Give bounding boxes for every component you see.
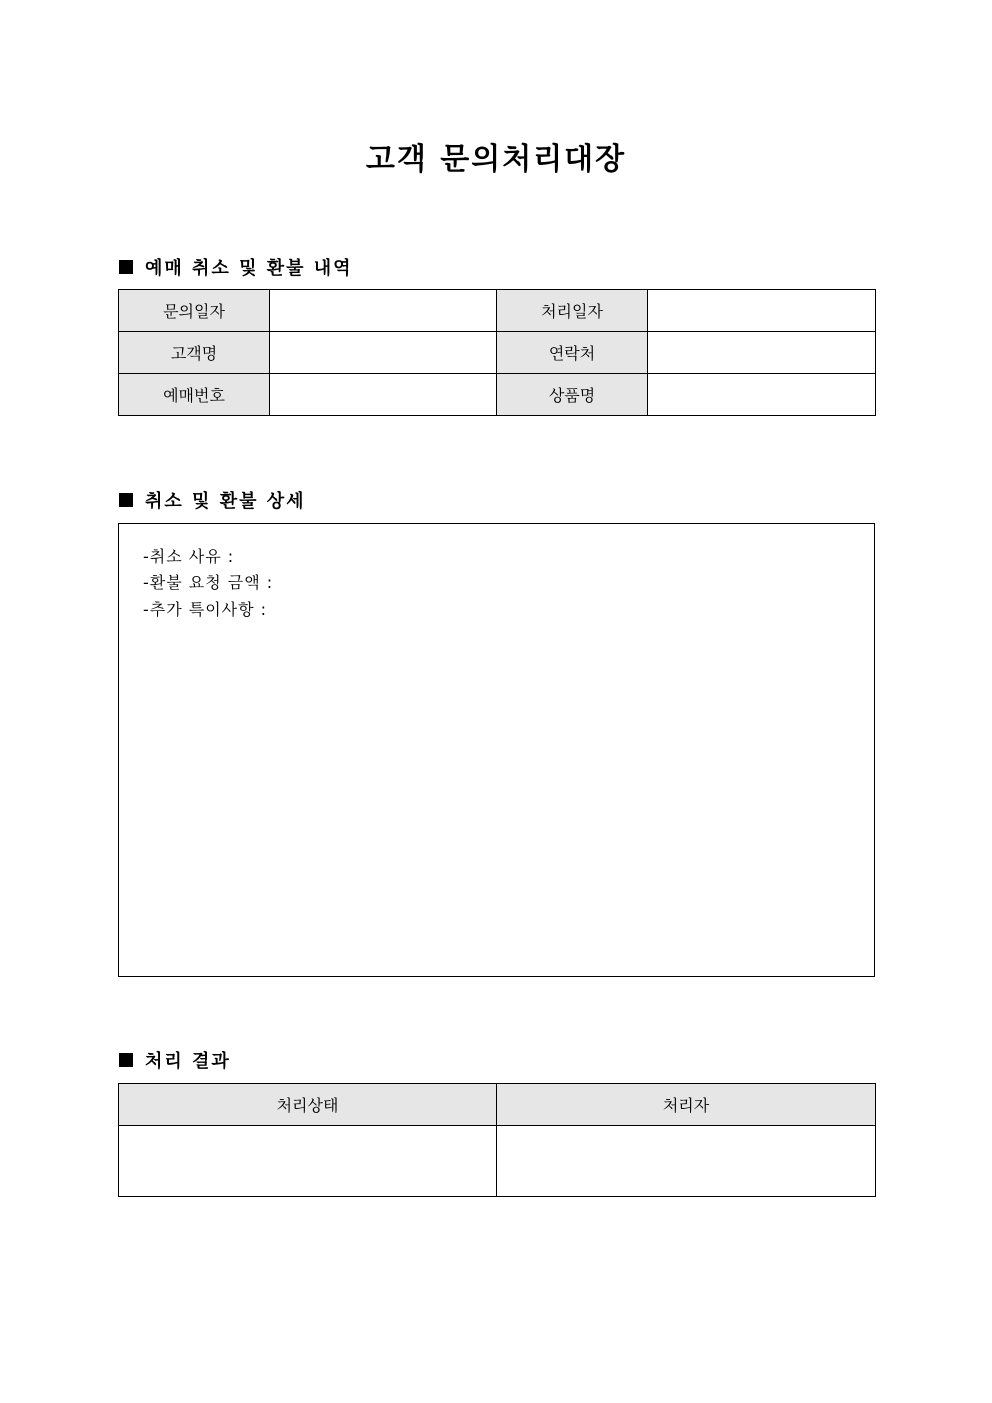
processed-date-field[interactable]	[648, 290, 876, 332]
section-heading-result	[119, 1047, 231, 1073]
customer-name-field[interactable]	[270, 332, 497, 374]
additional-notes-line: -추가 특이사항 :	[143, 600, 268, 619]
table-row	[119, 290, 876, 332]
handler-header: 처리자	[497, 1084, 876, 1126]
section-heading-text: 취소 및 환불 상세	[145, 491, 306, 512]
result-table	[118, 1083, 876, 1197]
inquiry-date-label: 문의일자	[119, 290, 270, 332]
product-name-label: 상품명	[497, 374, 648, 416]
table-row	[119, 1126, 876, 1197]
status-field[interactable]	[119, 1126, 497, 1197]
page-title: 고객 문의처리대장	[365, 142, 627, 177]
table-row	[119, 332, 876, 374]
inquiry-date-field[interactable]	[270, 290, 497, 332]
section-heading-text: 처리 결과	[145, 1051, 231, 1072]
booking-info-table	[118, 289, 876, 416]
processed-date-label: 처리일자	[497, 290, 648, 332]
status-header: 처리상태	[119, 1084, 497, 1126]
contact-label: 연락처	[497, 332, 648, 374]
black-square-icon	[119, 1053, 133, 1067]
cancel-reason-line: -취소 사유 :	[143, 547, 235, 566]
table-row	[119, 1084, 876, 1126]
booking-number-label: 예매번호	[119, 374, 270, 416]
black-square-icon	[119, 260, 133, 274]
booking-number-field[interactable]	[270, 374, 497, 416]
section-heading-text: 예매 취소 및 환불 내역	[145, 258, 353, 279]
table-row	[119, 374, 876, 416]
section-heading-refund-details	[119, 487, 306, 513]
refund-amount-line: -환불 요청 금액 :	[143, 573, 274, 592]
black-square-icon	[119, 493, 133, 507]
contact-field[interactable]	[648, 332, 876, 374]
handler-field[interactable]	[497, 1126, 876, 1197]
product-name-field[interactable]	[648, 374, 876, 416]
refund-details-box[interactable]	[118, 523, 875, 977]
customer-name-label: 고객명	[119, 332, 270, 374]
section-heading-booking-details	[119, 254, 353, 280]
